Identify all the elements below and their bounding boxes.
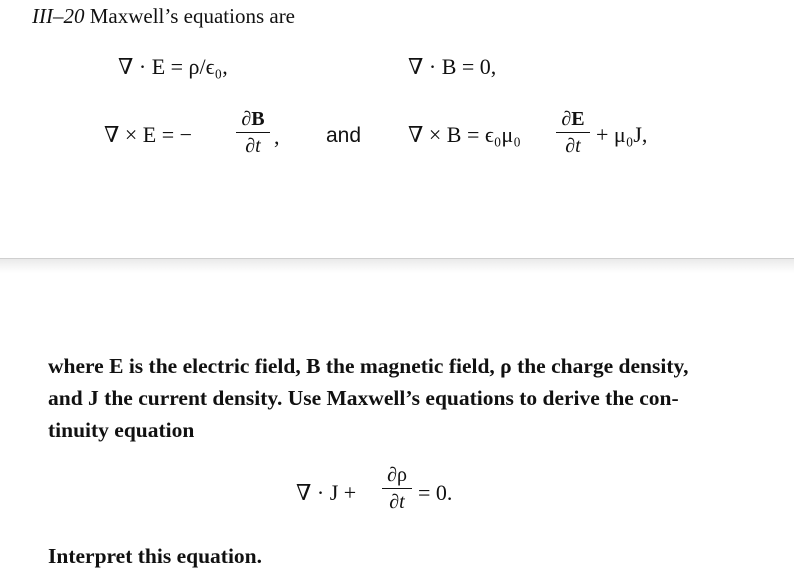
ampere-lhs: ∇ × B = ϵ₀μ₀ [408, 122, 521, 147]
ampere-fraction [556, 108, 590, 157]
and-connector: and [326, 124, 362, 147]
problem-statement-bottom [0, 272, 794, 573]
continuity-denominator: ∂t [389, 491, 405, 513]
problem-number: III–20 [32, 4, 85, 28]
paragraph-line-3: tinuity equation [48, 418, 195, 442]
gauss-law-electric: ∇ · E = ρ/ϵ₀, [118, 54, 228, 79]
faraday-denominator: ∂t [245, 135, 261, 157]
closing-instruction: Interpret this equation. [48, 544, 263, 568]
faraday-lhs: ∇ × E = − [104, 122, 193, 147]
ampere-fraction-bar [556, 132, 590, 133]
continuity-numerator: ∂ρ [387, 464, 407, 486]
problem-statement-top [0, 0, 794, 258]
paragraph-line-2: and J the current density. Use Maxwell’s equations to derive the con- [48, 386, 679, 410]
continuity-fraction [382, 464, 412, 513]
faraday-tail: , [274, 124, 280, 149]
continuity-lhs: ∇ · J + [296, 480, 357, 505]
problem-title [32, 4, 295, 29]
page-divider [0, 258, 794, 273]
ampere-tail: + μ₀J, [596, 122, 648, 147]
faraday-fraction-bar [236, 132, 270, 133]
faraday-numerator: ∂B [241, 108, 265, 130]
continuity-fraction-bar [382, 488, 412, 489]
ampere-denominator: ∂t [565, 135, 581, 157]
problem-intro: Maxwell’s equations are [89, 4, 296, 28]
paragraph-line-1: where E is the electric field, B the magnetic field, ρ the charge density, [48, 354, 689, 378]
gauss-law-magnetic: ∇ · B = 0, [408, 54, 497, 79]
faraday-fraction [236, 108, 270, 157]
continuity-rhs: = 0. [418, 480, 453, 505]
ampere-numerator: ∂E [561, 108, 585, 130]
